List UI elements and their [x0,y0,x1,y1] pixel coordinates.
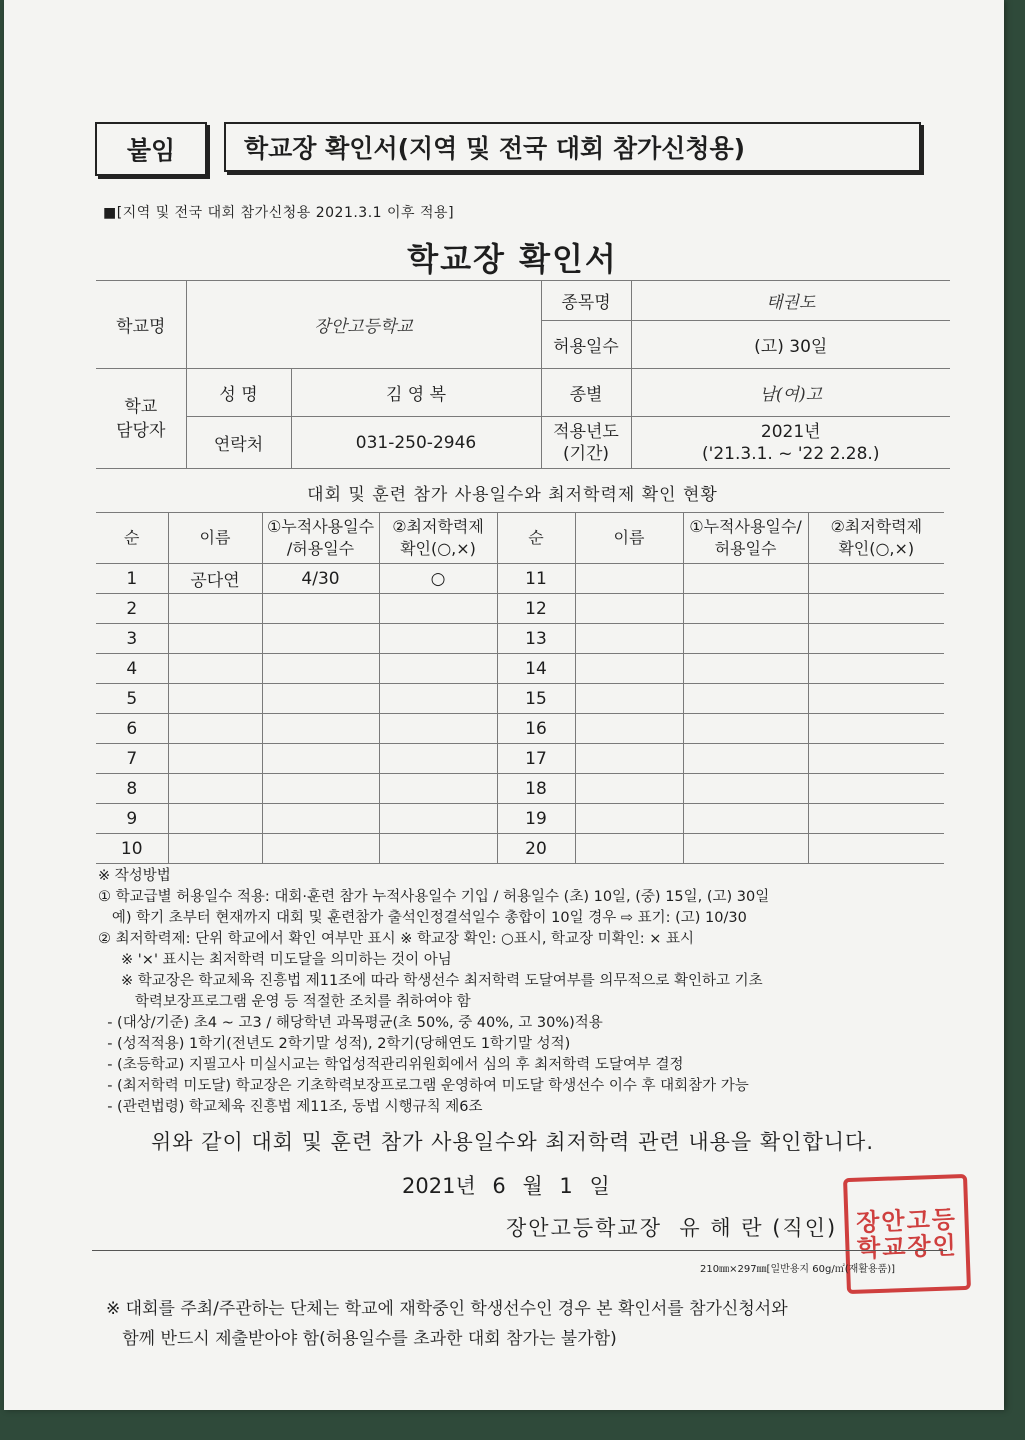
row-number: 8 [96,774,168,804]
achievement-check [808,564,944,594]
achievement-check [808,654,944,684]
col-header: ②최저학력제 확인(○,×) [379,513,497,564]
paper-spec: 210㎜×297㎜[일반용지 60g/㎡(재활용품)] [700,1264,896,1275]
student-name [168,834,262,864]
achievement-check [808,804,944,834]
achievement-check [808,684,944,714]
achievement-check [379,654,497,684]
note-line: - (최저학력 미도달) 학교장은 기초학력보장프로그램 운영하여 미도달 학생선수 이수 후 대회참가 가능 [98,1078,749,1094]
student-name [575,744,683,774]
note-line: - (관련법령) 학교체육 진흥법 제11조, 동법 시행규칙 제6조 [98,1099,483,1115]
used-days [262,804,379,834]
year-value: 2021년 ('21.3.1. ~ '22 2.28.) [631,417,950,469]
table-row [96,594,944,624]
achievement-check [808,594,944,624]
achievement-check [808,774,944,804]
used-days [262,624,379,654]
note-line: - (초등학교) 지필고사 미실시교는 학업성적관리위원회에서 심의 후 최저학력 도달여부 결정 [98,1057,684,1073]
student-name: 공다연 [168,564,262,594]
col-header: 순 [497,513,575,564]
applicability-note: ■[지역 및 전국 대회 참가신청용 2021.3.1 이후 적용] [103,205,455,221]
achievement-check [379,804,497,834]
achievement-check [808,744,944,774]
sport-label: 종목명 [541,281,631,321]
note-line: ※ 대회를 주최/주관하는 단체는 학교에 재학중인 학생선수인 경우 본 확인서를 참가신청서와 [106,1299,788,1319]
achievement-check [379,774,497,804]
note-line: 학력보장프로그램 운영 등 적절한 조치를 취하여야 함 [98,994,471,1010]
note-line: 예) 학기 초부터 현재까지 대회 및 훈련참가 출석인정결석일수 총합이 10일 경우 ⇨ 표기: (고) 10/30 [98,910,747,926]
table-row [96,774,944,804]
table-row [96,684,944,714]
achievement-check [808,624,944,654]
school-label: 학교명 [96,281,186,369]
school-info-table [96,280,950,469]
row-number: 20 [497,834,575,864]
achievement-check: ○ [379,564,497,594]
row-number: 3 [96,624,168,654]
row-number: 2 [96,594,168,624]
note-line: ※ 학교장은 학교체육 진흥법 제11조에 따라 학생선수 최저학력 도달여부를 의무적으로 확인하고 기초 [98,973,763,989]
row-number: 10 [96,834,168,864]
achievement-check [379,684,497,714]
student-name [575,774,683,804]
used-days [683,624,808,654]
note-line: 함께 반드시 제출받아야 함(허용일수를 초과한 대회 참가는 불가함) [106,1329,617,1349]
achievement-check [379,624,497,654]
row-number: 12 [497,594,575,624]
used-days [262,714,379,744]
page-title: 학교장 확인서 [407,240,618,278]
row-number: 4 [96,654,168,684]
row-number: 16 [497,714,575,744]
used-days [262,654,379,684]
student-name [168,774,262,804]
note-line: ① 학교급별 허용일수 적용: 대회·훈련 참가 누적사용일수 기입 / 허용일수 (초) 10일, (중) 15일, (고) 30일 [98,889,770,905]
allowed-days-value: (고) 30일 [631,321,950,369]
achievement-check [379,714,497,744]
col-header: 이름 [168,513,262,564]
header-title: 학교장 확인서(지역 및 전국 대회 참가신청용) [224,122,921,172]
student-name [168,744,262,774]
name-value: 김 영 복 [291,369,541,417]
used-days [683,834,808,864]
row-number: 15 [497,684,575,714]
used-days [683,684,808,714]
contact-value: 031-250-2946 [291,417,541,469]
principal-signature: 장안고등학교장 유 해 란 (직인) [506,1216,838,1240]
achievement-check [379,594,497,624]
row-number: 6 [96,714,168,744]
col-header: ②최저학력제 확인(○,×) [808,513,944,564]
achievement-check [808,714,944,744]
attachment-tag: 붙임 [95,122,207,176]
allowed-days-label: 허용일수 [541,321,631,369]
student-name [575,834,683,864]
year-label: 적용년도 (기간) [541,417,631,469]
student-name [168,594,262,624]
used-days [683,744,808,774]
table-row [96,654,944,684]
table-row [96,564,944,594]
student-name [168,714,262,744]
row-number: 18 [497,774,575,804]
used-days [262,774,379,804]
achievement-check [379,744,497,774]
manager-label: 학교 담당자 [96,369,186,469]
used-days [683,804,808,834]
col-header: 순 [96,513,168,564]
gender-label: 종별 [541,369,631,417]
student-name [575,624,683,654]
achievement-check [379,834,497,864]
note-line: - (대상/기준) 초4 ~ 고3 / 해당학년 과목평균(초 50%, 중 40%, 고 30%)적용 [98,1015,603,1031]
submission-note [106,1294,788,1354]
student-name [168,624,262,654]
used-days: 4/30 [262,564,379,594]
note-line: ※ '×' 표시는 최저학력 미도달을 의미하는 것이 아님 [98,952,452,968]
name-label: 성 명 [186,369,291,417]
school-value: 장안고등학교 [186,281,541,369]
used-days [683,654,808,684]
col-header: ①누적사용일수/ 허용일수 [683,513,808,564]
row-number: 11 [497,564,575,594]
col-header: 이름 [575,513,683,564]
gender-value: 남(여)고 [631,369,950,417]
student-name [168,654,262,684]
student-name [575,684,683,714]
row-number: 1 [96,564,168,594]
row-number: 9 [96,804,168,834]
used-days [262,594,379,624]
row-number: 7 [96,744,168,774]
divider [92,1250,947,1251]
confirmation-statement: 위와 같이 대회 및 훈련 참가 사용일수와 최저학력 관련 내용을 확인합니다. [150,1130,874,1154]
table-row [96,744,944,774]
section-title: 대회 및 훈련 참가 사용일수와 최저학력제 확인 현황 [307,485,718,505]
row-number: 5 [96,684,168,714]
used-days [262,684,379,714]
sport-value: 태권도 [631,281,950,321]
table-row [96,624,944,654]
col-header: ①누적사용일수 /허용일수 [262,513,379,564]
student-name [575,594,683,624]
official-seal-stamp: 장안고등 학교장인 [843,1174,971,1294]
row-number: 14 [497,654,575,684]
participation-table [96,512,944,864]
row-number: 17 [497,744,575,774]
student-name [575,654,683,684]
table-row [96,834,944,864]
student-name [575,804,683,834]
contact-label: 연락처 [186,417,291,469]
instructions-notes [98,866,958,1118]
note-line: - (성적적용) 1학기(전년도 2학기말 성적), 2학기(당해연도 1학기말 성적) [98,1036,571,1052]
used-days [683,594,808,624]
used-days [683,714,808,744]
note-line: ② 최저학력제: 단위 학교에서 확인 여부만 표시 ※ 학교장 확인: ○표시, 학교장 미확인: × 표시 [98,931,694,947]
student-name [168,804,262,834]
table-row [96,714,944,744]
student-name [575,564,683,594]
student-name [168,684,262,714]
student-name [575,714,683,744]
row-number: 19 [497,804,575,834]
issue-date: 2021년 6 월 1 일 [402,1174,610,1198]
used-days [262,744,379,774]
table-row [96,804,944,834]
achievement-check [808,834,944,864]
used-days [262,834,379,864]
row-number: 13 [497,624,575,654]
table-header-row [96,513,944,564]
used-days [683,774,808,804]
used-days [683,564,808,594]
note-line: ※ 작성방법 [98,868,171,884]
